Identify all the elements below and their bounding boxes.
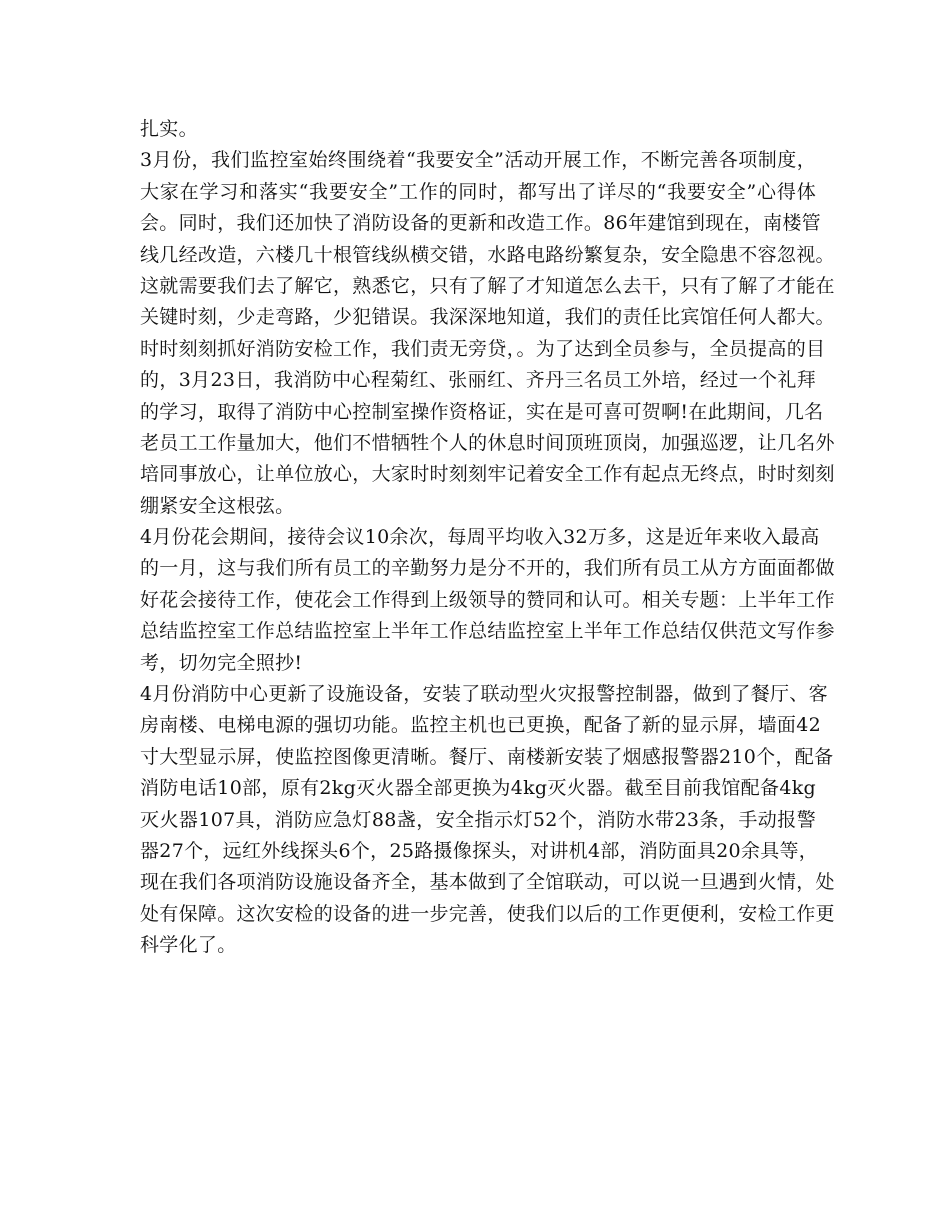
text-line: 大家在学习和落实“我要安全”工作的同时，都写出了详尽的“我要安全”心得体 [140, 180, 816, 203]
text-line: 线几经改造，六楼几十根管线纵横交错，水路电路纷繁复杂，安全隐患不容忽视。 [140, 243, 835, 266]
text-line: 科学化了。 [140, 934, 237, 957]
text-line: 寸大型显示屏，使监控图像更清晰。餐厅、南楼新安装了烟感报警器210个，配备 [140, 745, 834, 768]
text-line: 3月份，我们监控室始终围绕着“我要安全”活动开展工作，不断完善各项制度， [140, 149, 816, 172]
text-line: 房南楼、电梯电源的强切功能。监控主机也已更换，配备了新的显示屏，墙面42 [140, 714, 821, 737]
text-line: 老员工工作量加大，他们不惜牺牲个人的休息时间顶班顶岗，加强巡逻，让几名外 [140, 431, 835, 454]
text-line: 会。同时，我们还加快了消防设备的更新和改造工作。86年建馆到现在，南楼管 [140, 212, 821, 235]
text-line: 培同事放心，让单位放心，大家时时刻刻牢记着安全工作有起点无终点，时时刻刻 [140, 463, 835, 486]
text-line: 好花会接待工作，使花会工作得到上级领导的赞同和认可。相关专题：上半年工作 [140, 588, 835, 611]
text-line: 灭火器107具，消防应急灯88盏，安全指示灯52个，消防水带23条，手动报警 [140, 808, 816, 831]
text-line: 扎实。 [140, 118, 198, 140]
text-line: 的学习，取得了消防中心控制室操作资格证，实在是可喜可贺啊!在此期间，几名 [140, 400, 824, 423]
text-line: 时时刻刻抓好消防安检工作，我们责无旁贷，。为了达到全员参与，全员提高的目 [140, 337, 826, 360]
document-body [140, 114, 835, 962]
text-line: 现在我们各项消防设施设备齐全，基本做到了全馆联动，可以说一旦遇到火情，处 [140, 871, 835, 894]
text-line: 考，切勿完全照抄! [140, 651, 303, 674]
text-line: 消防电话10部，原有2kg灭火器全部更换为4kg灭火器。截至目前我馆配备4kg [140, 777, 816, 800]
text-line: 器27个，远红外线探头6个，25路摄像探头，对讲机4部，消防面具20余具等， [140, 839, 819, 862]
text-line: 4月份消防中心更新了设施设备，安装了联动型火灾报警控制器，做到了餐厅、客 [140, 683, 828, 706]
text-line: 处有保障。这次安检的设备的进一步完善，使我们以后的工作更便利，安检工作更 [140, 902, 835, 925]
text-line: 的，3月23日，我消防中心程菊红、张丽红、齐丹三名员工外培，经过一个礼拜 [140, 369, 816, 392]
text-line: 这就需要我们去了解它，熟悉它，只有了解了才知道怎么去干，只有了解了才能在 [140, 274, 835, 297]
text-line: 关键时刻，少走弯路，少犯错误。我深深地知道，我们的责任比宾馆任何人都大。 [140, 306, 835, 329]
text-line: 总结监控室工作总结监控室上半年工作总结监控室上半年工作总结仅供范文写作参 [140, 620, 835, 643]
text-line: 4月份花会期间，接待会议10余次，每周平均收入32万多，这是近年来收入最高 [140, 526, 820, 549]
text-line: 绷紧安全这根弦。 [140, 494, 295, 517]
text-line: 的一月，这与我们所有员工的辛勤努力是分不开的，我们所有员工从方方面面都做 [140, 557, 835, 580]
